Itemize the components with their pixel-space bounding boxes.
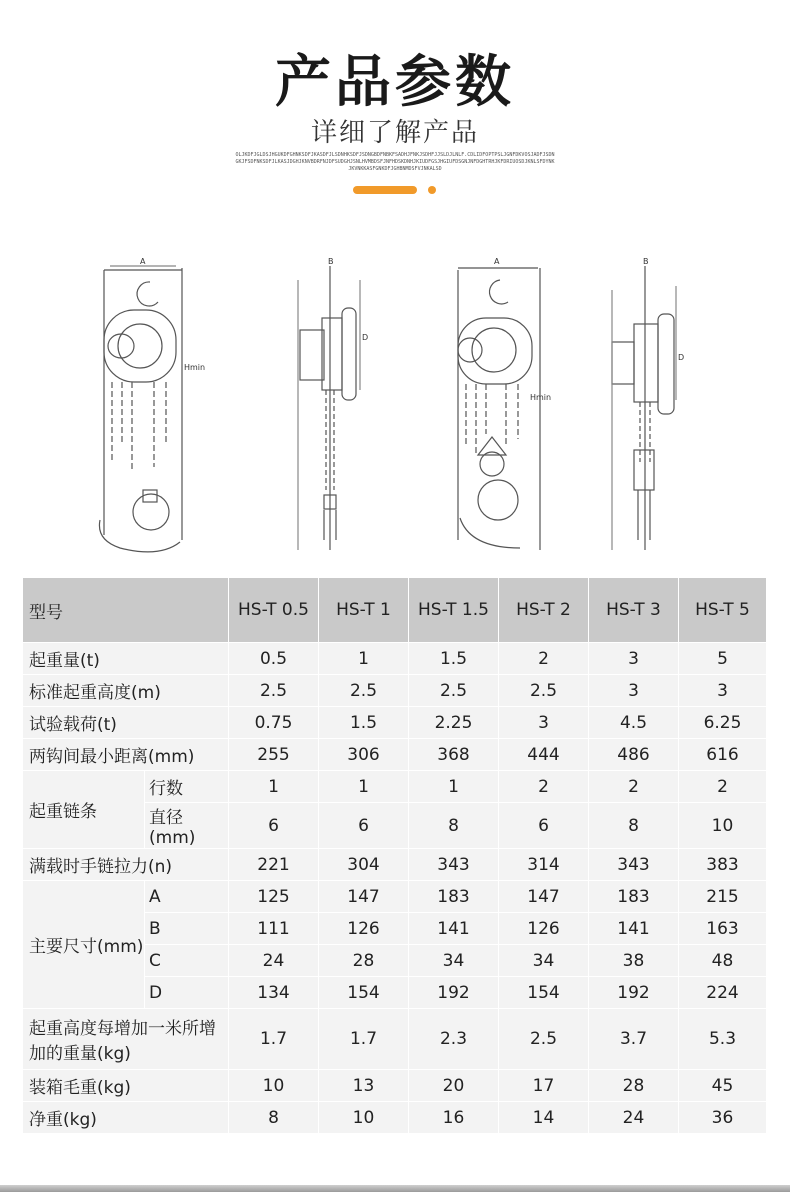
table-cell: 3 xyxy=(679,675,767,707)
table-row xyxy=(23,675,767,707)
table-cell: 163 xyxy=(679,913,767,945)
table-cell: 5.3 xyxy=(679,1009,767,1070)
table-cell: 2.5 xyxy=(319,675,409,707)
table-cell: 3 xyxy=(589,643,679,675)
table-cell: 1.5 xyxy=(409,643,499,675)
table-row xyxy=(23,849,767,881)
table-cell: 126 xyxy=(319,913,409,945)
table-cell: 8 xyxy=(229,1102,319,1134)
row-sublabel: 直径(mm) xyxy=(145,803,229,849)
header-cell: HS-T 1 xyxy=(319,578,409,643)
table-cell: 126 xyxy=(499,913,589,945)
drawing-front-small xyxy=(99,266,182,552)
page-title: 产品参数 xyxy=(275,50,515,115)
header-cell: HS-T 2 xyxy=(499,578,589,643)
drawing-side-small xyxy=(298,266,360,550)
dim-label-b-4: B xyxy=(643,257,649,266)
table-cell: 343 xyxy=(409,849,499,881)
decorative-fineprint: OLJKDFJGLDSJHGUKDFGHNKSDFJKASDFJLSDNHKSDFJSDNGBDFNBKFSADHJFNKJSDHFJJSLDJLNLF.CDLIDFOPTPSLJGNFDKVOSJADFJSDNGKJFSDFNKSDFJLKASJDGHJKNVBDRFNJDFSUDGHJSNLHVMBDSFJNFHDSKDNHJKIUDFGSJHGIUFDSGNJNFDGHTRHJKFDRIUOSDJKNLSFDYNKJKVNKKASFGNKDFJGHBNMDSFVJNKALSD xyxy=(235,152,555,172)
table-cell: 5 xyxy=(679,643,767,675)
table-cell: 2.5 xyxy=(229,675,319,707)
table-cell: 8 xyxy=(409,803,499,849)
table-cell: 34 xyxy=(409,945,499,977)
table-cell: 6 xyxy=(229,803,319,849)
table-cell: 183 xyxy=(409,881,499,913)
table-cell: 3 xyxy=(589,675,679,707)
table-row xyxy=(23,881,767,913)
table-cell: 45 xyxy=(679,1070,767,1102)
table-cell: 215 xyxy=(679,881,767,913)
table-cell: 28 xyxy=(319,945,409,977)
table-cell: 28 xyxy=(589,1070,679,1102)
table-cell: 192 xyxy=(589,977,679,1009)
table-cell: 221 xyxy=(229,849,319,881)
table-cell: 2.25 xyxy=(409,707,499,739)
table-cell: 192 xyxy=(409,977,499,1009)
table-cell: 2.3 xyxy=(409,1009,499,1070)
table-cell: 2 xyxy=(499,771,589,803)
table-cell: 616 xyxy=(679,739,767,771)
table-cell: 14 xyxy=(499,1102,589,1134)
table-cell: 1.7 xyxy=(319,1009,409,1070)
table-cell: 1.5 xyxy=(319,707,409,739)
table-cell: 48 xyxy=(679,945,767,977)
table-cell: 141 xyxy=(409,913,499,945)
drawing-side-large xyxy=(612,266,676,550)
row-label: 满载时手链拉力(n) xyxy=(23,849,229,881)
header-cell: HS-T 0.5 xyxy=(229,578,319,643)
table-cell: 125 xyxy=(229,881,319,913)
row-sublabel: B xyxy=(145,913,229,945)
table-cell: 383 xyxy=(679,849,767,881)
table-cell: 134 xyxy=(229,977,319,1009)
decorative-dot xyxy=(428,186,436,194)
row-label: 装箱毛重(kg) xyxy=(23,1070,229,1102)
table-cell: 306 xyxy=(319,739,409,771)
table-cell: 486 xyxy=(589,739,679,771)
row-group-label: 起重链条 xyxy=(23,771,145,849)
header-model: 型号 xyxy=(23,578,229,643)
row-sublabel: C xyxy=(145,945,229,977)
table-cell: 255 xyxy=(229,739,319,771)
row-label: 标准起重高度(m) xyxy=(23,675,229,707)
table-cell: 8 xyxy=(589,803,679,849)
row-sublabel: D xyxy=(145,977,229,1009)
table-cell: 13 xyxy=(319,1070,409,1102)
row-label: 净重(kg) xyxy=(23,1102,229,1134)
table-cell: 368 xyxy=(409,739,499,771)
table-cell: 0.75 xyxy=(229,707,319,739)
table-cell: 224 xyxy=(679,977,767,1009)
table-cell: 2 xyxy=(679,771,767,803)
table-cell: 20 xyxy=(409,1070,499,1102)
header-cell: HS-T 1.5 xyxy=(409,578,499,643)
table-cell: 24 xyxy=(589,1102,679,1134)
hoist-technical-drawings xyxy=(0,250,790,565)
dim-label-a-3: A xyxy=(494,257,500,266)
dim-label-h-3: Hmin xyxy=(530,393,552,402)
table-row xyxy=(23,1009,767,1070)
dim-label-d-4: D xyxy=(678,353,685,362)
table-cell: 0.5 xyxy=(229,643,319,675)
table-cell: 1 xyxy=(319,643,409,675)
row-label: 试验载荷(t) xyxy=(23,707,229,739)
table-cell: 3 xyxy=(499,707,589,739)
table-cell: 343 xyxy=(589,849,679,881)
row-label: 起重高度每增加一米所增加的重量(kg) xyxy=(23,1009,229,1070)
row-label: 起重量(t) xyxy=(23,643,229,675)
table-cell: 1 xyxy=(229,771,319,803)
table-cell: 3.7 xyxy=(589,1009,679,1070)
header-cell: HS-T 3 xyxy=(589,578,679,643)
table-cell: 2.5 xyxy=(499,675,589,707)
table-cell: 111 xyxy=(229,913,319,945)
table-cell: 141 xyxy=(589,913,679,945)
table-cell: 10 xyxy=(229,1070,319,1102)
drawing-front-large xyxy=(458,268,540,550)
table-cell: 17 xyxy=(499,1070,589,1102)
table-cell: 16 xyxy=(409,1102,499,1134)
row-sublabel: 行数 xyxy=(145,771,229,803)
page-subtitle: 详细了解产品 xyxy=(310,118,479,148)
table-cell: 154 xyxy=(499,977,589,1009)
table-cell: 147 xyxy=(499,881,589,913)
table-cell: 24 xyxy=(229,945,319,977)
table-row xyxy=(23,739,767,771)
table-cell: 6.25 xyxy=(679,707,767,739)
row-label: 两钩间最小距离(mm) xyxy=(23,739,229,771)
bottom-divider xyxy=(0,1185,790,1192)
table-header-row xyxy=(23,578,767,643)
table-cell: 1.7 xyxy=(229,1009,319,1070)
header-cell: HS-T 5 xyxy=(679,578,767,643)
table-cell: 2.5 xyxy=(499,1009,589,1070)
table-cell: 10 xyxy=(679,803,767,849)
decorative-bar xyxy=(353,186,417,194)
table-row xyxy=(23,1102,767,1134)
dim-label-b-2: B xyxy=(328,257,334,266)
table-cell: 1 xyxy=(409,771,499,803)
table-cell: 2 xyxy=(589,771,679,803)
table-row xyxy=(23,707,767,739)
table-cell: 444 xyxy=(499,739,589,771)
dim-label-d-2: D xyxy=(362,333,369,342)
table-cell: 314 xyxy=(499,849,589,881)
table-cell: 304 xyxy=(319,849,409,881)
table-cell: 6 xyxy=(319,803,409,849)
table-cell: 38 xyxy=(589,945,679,977)
spec-table xyxy=(22,577,767,1134)
table-cell: 183 xyxy=(589,881,679,913)
table-row xyxy=(23,771,767,803)
table-cell: 36 xyxy=(679,1102,767,1134)
dim-label-h-1: Hmin xyxy=(184,363,206,372)
table-cell: 147 xyxy=(319,881,409,913)
table-row xyxy=(23,1070,767,1102)
table-cell: 1 xyxy=(319,771,409,803)
row-group-label: 主要尺寸(mm) xyxy=(23,881,145,1009)
table-cell: 2 xyxy=(499,643,589,675)
table-cell: 6 xyxy=(499,803,589,849)
table-cell: 34 xyxy=(499,945,589,977)
dim-label-a-1: A xyxy=(140,257,146,266)
row-sublabel: A xyxy=(145,881,229,913)
table-cell: 2.5 xyxy=(409,675,499,707)
table-cell: 10 xyxy=(319,1102,409,1134)
table-row xyxy=(23,643,767,675)
table-cell: 154 xyxy=(319,977,409,1009)
table-cell: 4.5 xyxy=(589,707,679,739)
